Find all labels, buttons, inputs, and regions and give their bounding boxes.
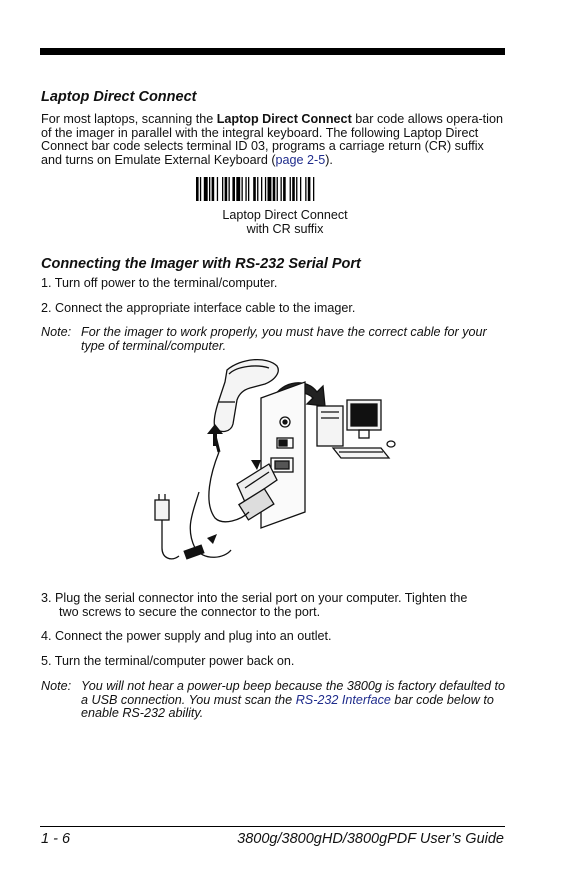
para-text-3: ).	[325, 152, 333, 167]
page-number: 1 - 6	[41, 831, 71, 847]
barcode-caption-line1: Laptop Direct Connect	[222, 208, 348, 222]
step-1: 1. Turn off power to the terminal/computer.	[41, 276, 278, 290]
para-text-2: bar code allows opera-tion of the imager in parallel with the integral keyboard. The following Laptop Direct Connect bar code selects terminal ID 03, programs a carriage return (CR) suffix and turns on Emulate External Keyboard (	[41, 112, 503, 167]
step-5: 5. Turn the terminal/computer power back on.	[41, 654, 295, 668]
page-link[interactable]: page 2-5	[275, 152, 326, 167]
step-4: 4. Connect the power supply and plug into an outlet.	[41, 629, 332, 643]
header-rule	[40, 48, 505, 55]
power-supply-icon	[155, 494, 217, 559]
note-text	[81, 680, 506, 721]
footer-rule	[40, 826, 505, 827]
note-usb	[41, 680, 506, 721]
step-3-line2: two screws to secure the connector to the port.	[59, 604, 321, 619]
para-text-1: For most laptops, scanning the	[41, 112, 217, 126]
step-3-line1: 3. Plug the serial connector into the serial port on your computer. Tighten the	[41, 591, 468, 605]
step-2: 2. Connect the appropriate interface cable to the imager.	[41, 301, 356, 315]
note-text-post: bar code below to enable RS-232 ability.	[81, 692, 494, 721]
note-text: For the imager to work properly, you must have the correct cable for your type of terminal/computer.	[81, 325, 487, 353]
rs232-connection-illustration	[145, 352, 415, 580]
guide-title: 3800g/3800gHD/3800gPDF User’s Guide	[237, 831, 504, 847]
step-3	[41, 592, 503, 619]
note-cable	[41, 326, 506, 353]
power-arrow-icon	[207, 534, 217, 544]
connect-arrow-icon	[251, 460, 261, 470]
note-text-pre: You will not hear a power-up beep because the 3800g is factory defaulted to a USB connection. You must scan the	[81, 679, 506, 707]
para-bold: Laptop Direct Connect	[216, 112, 352, 126]
barcode-caption	[170, 208, 400, 236]
section-heading-rs232: Connecting the Imager with RS-232 Serial Port	[41, 256, 361, 272]
laptop-direct-connect-barcode	[196, 177, 346, 201]
rs232-interface-link[interactable]: RS-232 Interface	[295, 692, 391, 707]
barcode-caption-line2: with CR suffix	[246, 222, 324, 236]
computer-icon	[317, 400, 395, 458]
section-heading-laptop: Laptop Direct Connect	[41, 89, 197, 105]
laptop-paragraph	[41, 113, 503, 167]
note-label: Note:	[41, 679, 72, 693]
note-label: Note:	[41, 325, 72, 339]
